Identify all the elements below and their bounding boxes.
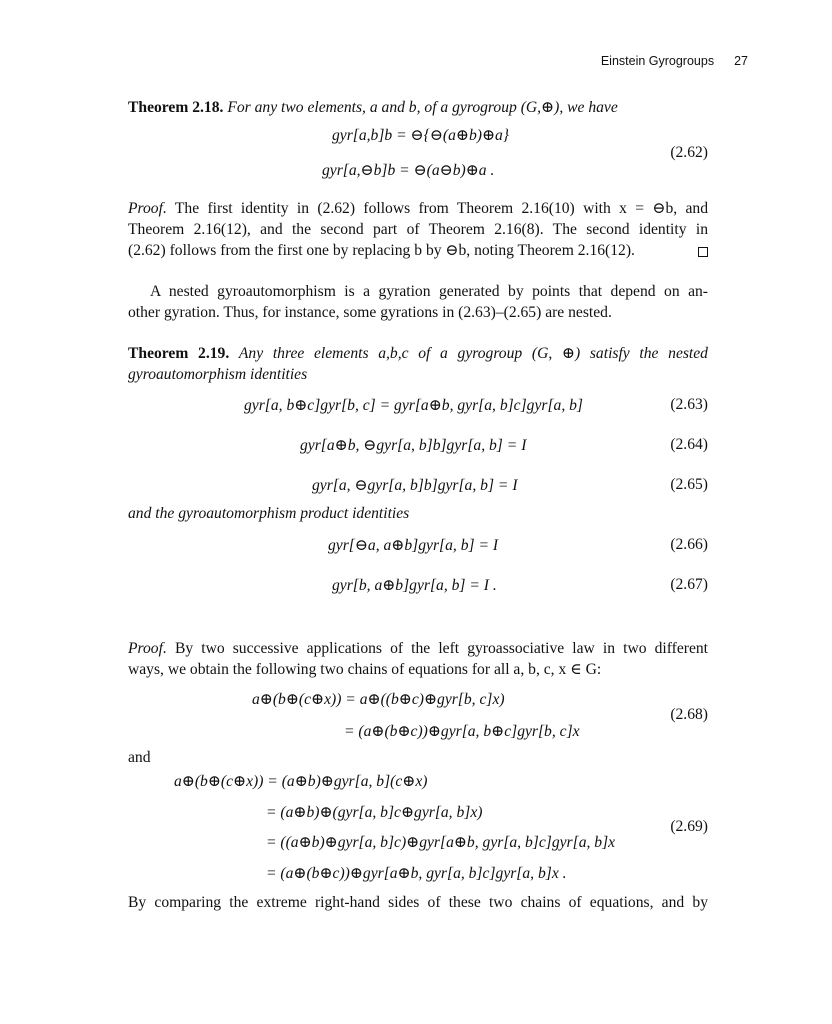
equation-number-2-68: (2.68) bbox=[670, 706, 708, 723]
theorem-2-18-heading bbox=[128, 98, 618, 117]
product-identities-intro: and the gyroautomorphism product identities bbox=[128, 505, 410, 522]
equation-2-64: gyr[a⊕b, ⊖gyr[a, b]b]gyr[a, b] = I bbox=[300, 437, 527, 454]
equation-2-62-line-2: gyr[a,⊖b]b = ⊖(a⊖b)⊕a . bbox=[322, 162, 495, 179]
equation-number-2-66: (2.66) bbox=[670, 536, 708, 553]
theorem-label: Theorem 2.19. bbox=[128, 345, 230, 362]
closing-sentence: By comparing the extreme right-hand sides of these two chains of equations, and by bbox=[128, 894, 708, 911]
proof-label: Proof. bbox=[128, 640, 167, 657]
equation-number-2-67: (2.67) bbox=[670, 576, 708, 593]
equation-2-69-line-4: = (a⊕(b⊕c))⊕gyr[a⊕b, gyr[a, b]c]gyr[a, b]x . bbox=[266, 865, 567, 882]
equation-2-69-line-2: = (a⊕b)⊕(gyr[a, b]c⊕gyr[a, b]x) bbox=[266, 804, 483, 821]
equation-2-68-line-2: = (a⊕(b⊕c))⊕gyr[a, b⊕c]gyr[b, c]x bbox=[344, 723, 580, 740]
theorem-statement-line-2: gyroautomorphism identities bbox=[128, 365, 308, 383]
equation-2-66: gyr[⊖a, a⊕b]gyr[a, b] = I bbox=[328, 537, 499, 554]
theorem-statement: For any two elements, a and b, of a gyrogroup (G,⊕), we have bbox=[227, 99, 618, 116]
proof-2-19 bbox=[128, 639, 708, 681]
proof-2-18 bbox=[128, 199, 708, 261]
nested-gyroautomorphism-paragraph bbox=[128, 282, 708, 324]
equation-2-69-line-3: = ((a⊕b)⊕gyr[a, b]c)⊕gyr[a⊕b, gyr[a, b]c]gyr[a, b]x bbox=[266, 834, 616, 851]
equation-number-2-64: (2.64) bbox=[670, 436, 708, 453]
connector-and: and bbox=[128, 749, 151, 766]
proof-line-3: (2.62) follows from the first one by replacing b by ⊖b, noting Theorem 2.16(12). bbox=[128, 241, 635, 259]
equation-2-62-line-1: gyr[a,b]b = ⊖{⊖(a⊕b)⊕a} bbox=[332, 127, 510, 144]
equation-2-67: gyr[b, a⊕b]gyr[a, b] = I . bbox=[332, 577, 497, 594]
page-number: 27 bbox=[734, 54, 748, 68]
proof-line-1: The first identity in (2.62) follows from Theorem 2.16(10) with x = ⊖b, and bbox=[174, 200, 708, 217]
paragraph-line-1: A nested gyroautomorphism is a gyration generated by points that depend on an- bbox=[150, 283, 708, 300]
qed-square-icon bbox=[698, 247, 708, 257]
equation-number-2-62: (2.62) bbox=[670, 144, 708, 161]
theorem-statement-line-1: Any three elements a,b,c of a gyrogroup (G, ⊕) satisfy the nested bbox=[238, 345, 708, 362]
theorem-label: Theorem 2.18. bbox=[128, 99, 224, 116]
equation-2-69-line-1: a⊕(b⊕(c⊕x)) = (a⊕b)⊕gyr[a, b](c⊕x) bbox=[174, 773, 428, 790]
equation-number-2-63: (2.63) bbox=[670, 396, 708, 413]
proof-label: Proof. bbox=[128, 200, 167, 217]
theorem-2-19-heading bbox=[128, 344, 708, 386]
proof-line-2: ways, we obtain the following two chains of equations for all a, b, c, x ∈ G: bbox=[128, 660, 602, 678]
paragraph-line-2: other gyration. Thus, for instance, some gyrations in (2.63)–(2.65) are nested. bbox=[128, 303, 612, 321]
proof-line-2: Theorem 2.16(12), and the second part of Theorem 2.16(8). The second identity in bbox=[128, 220, 708, 238]
equation-2-65: gyr[a, ⊖gyr[a, b]b]gyr[a, b] = I bbox=[312, 477, 518, 494]
equation-number-2-69: (2.69) bbox=[670, 818, 708, 835]
equation-number-2-65: (2.65) bbox=[670, 476, 708, 493]
running-title: Einstein Gyrogroups bbox=[600, 54, 715, 68]
equation-2-63: gyr[a, b⊕c]gyr[b, c] = gyr[a⊕b, gyr[a, b]c]gyr[a, b] bbox=[244, 397, 583, 414]
running-header bbox=[601, 54, 748, 68]
equation-2-68-line-1: a⊕(b⊕(c⊕x)) = a⊕((b⊕c)⊕gyr[b, c]x) bbox=[252, 691, 505, 708]
proof-line-1: By two successive applications of the left gyroassociative law in two different bbox=[174, 640, 709, 657]
